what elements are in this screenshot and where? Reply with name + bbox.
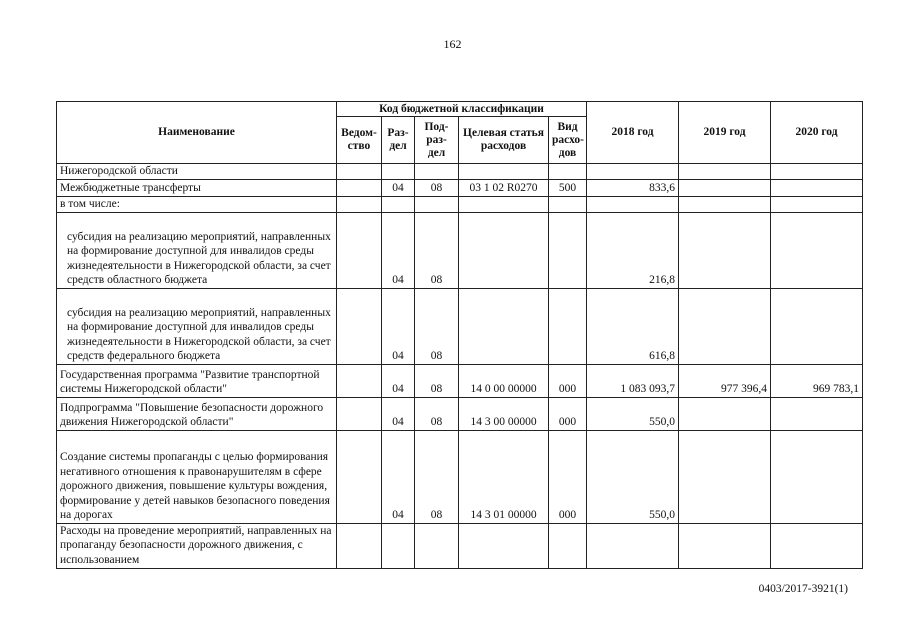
cell-2019 [679, 523, 771, 568]
cell-podrazdel: 08 [415, 430, 459, 523]
cell-2019: 977 396,4 [679, 364, 771, 397]
header-2020: 2020 год [771, 102, 863, 164]
cell-ved [337, 164, 382, 180]
cell-razdel [382, 196, 415, 212]
cell-2018: 216,8 [587, 212, 679, 288]
row-name: в том числе: [57, 196, 337, 212]
header-vedomstvo: Ведом-ство [337, 117, 382, 164]
cell-2019 [679, 288, 771, 364]
row-name: Подпрограмма "Повышение безопасности дорожного движения Нижегородской области" [57, 397, 337, 430]
cell-podrazdel [415, 196, 459, 212]
cell-ved [337, 288, 382, 364]
cell-2019 [679, 430, 771, 523]
document-code: 0403/2017-3921(1) [758, 583, 848, 595]
cell-vid: 000 [549, 397, 587, 430]
cell-ved [337, 179, 382, 196]
row-name: Расходы на проведение мероприятий, направленных на пропаганду безопасности дорожного движения, с использованием [57, 523, 337, 568]
cell-vid: 000 [549, 364, 587, 397]
cell-ved [337, 212, 382, 288]
cell-podrazdel: 08 [415, 288, 459, 364]
budget-table [56, 101, 863, 569]
header-2019: 2019 год [679, 102, 771, 164]
cell-razdel: 04 [382, 179, 415, 196]
cell-2020 [771, 164, 863, 180]
cell-ved [337, 364, 382, 397]
cell-podrazdel: 08 [415, 397, 459, 430]
cell-2018 [587, 164, 679, 180]
cell-ved [337, 397, 382, 430]
cell-2018 [587, 196, 679, 212]
cell-2019 [679, 212, 771, 288]
cell-podrazdel: 08 [415, 364, 459, 397]
table-row [57, 430, 863, 523]
table-row [57, 196, 863, 212]
cell-2018: 833,6 [587, 179, 679, 196]
page-number: 162 [443, 37, 462, 51]
cell-2020 [771, 397, 863, 430]
cell-razdel: 04 [382, 397, 415, 430]
cell-2019 [679, 179, 771, 196]
cell-2020 [771, 196, 863, 212]
cell-vid: 000 [549, 430, 587, 523]
cell-ved [337, 196, 382, 212]
cell-2018: 550,0 [587, 397, 679, 430]
cell-razdel: 04 [382, 288, 415, 364]
cell-vid [549, 164, 587, 180]
table-row [57, 523, 863, 568]
cell-target: 03 1 02 R0270 [459, 179, 549, 196]
header-razdel: Раз-дел [382, 117, 415, 164]
table-row [57, 364, 863, 397]
cell-razdel: 04 [382, 212, 415, 288]
cell-razdel: 04 [382, 430, 415, 523]
cell-vid [549, 523, 587, 568]
row-name: Создание системы пропаганды с целью формирования негативного отношения к правонарушителям в сфере дорожного движения, повышение культуры вождения, формирование у детей навыков безопасного поведения на дорогах [57, 430, 337, 523]
row-name: субсидия на реализацию мероприятий, направленных на формирование доступной для инвалидов среды жизнедеятельности в Нижегородской области, за счет средств федерального бюджета [57, 288, 337, 364]
cell-podrazdel [415, 523, 459, 568]
header-2018: 2018 год [587, 102, 679, 164]
cell-2018: 616,8 [587, 288, 679, 364]
cell-target [459, 196, 549, 212]
cell-2020 [771, 523, 863, 568]
cell-2019 [679, 196, 771, 212]
cell-ved [337, 430, 382, 523]
cell-vid: 500 [549, 179, 587, 196]
cell-razdel [382, 164, 415, 180]
cell-target [459, 164, 549, 180]
cell-2018: 550,0 [587, 430, 679, 523]
cell-2019 [679, 397, 771, 430]
row-name: субсидия на реализацию мероприятий, направленных на формирование доступной для инвалидов среды жизнедеятельности в Нижегородской области, за счет средств областного бюджета [57, 212, 337, 288]
table-row [57, 288, 863, 364]
cell-target [459, 288, 549, 364]
cell-vid [549, 212, 587, 288]
table-row [57, 179, 863, 196]
cell-razdel [382, 523, 415, 568]
cell-2018: 1 083 093,7 [587, 364, 679, 397]
cell-vid [549, 196, 587, 212]
cell-2020 [771, 288, 863, 364]
table-row [57, 397, 863, 430]
cell-2020: 969 783,1 [771, 364, 863, 397]
cell-target: 14 3 00 00000 [459, 397, 549, 430]
cell-2020 [771, 179, 863, 196]
cell-target [459, 523, 549, 568]
cell-2018 [587, 523, 679, 568]
header-vid-rashodov: Вид расхо-дов [549, 117, 587, 164]
cell-2020 [771, 430, 863, 523]
cell-2020 [771, 212, 863, 288]
header-name: Наименование [57, 102, 337, 164]
cell-2019 [679, 164, 771, 180]
table-row [57, 164, 863, 180]
row-name: Нижегородской области [57, 164, 337, 180]
cell-target [459, 212, 549, 288]
table-row [57, 212, 863, 288]
cell-target: 14 0 00 00000 [459, 364, 549, 397]
header-budget-classification-code: Код бюджетной классификации [337, 102, 587, 117]
cell-ved [337, 523, 382, 568]
cell-vid [549, 288, 587, 364]
cell-podrazdel: 08 [415, 179, 459, 196]
cell-podrazdel [415, 164, 459, 180]
header-podrazdel: Под-раз-дел [415, 117, 459, 164]
header-celevaya-statya: Целевая статья расходов [459, 117, 549, 164]
row-name: Государственная программа "Развитие транспортной системы Нижегородской области" [57, 364, 337, 397]
cell-razdel: 04 [382, 364, 415, 397]
row-name: Межбюджетные трансферты [57, 179, 337, 196]
cell-podrazdel: 08 [415, 212, 459, 288]
cell-target: 14 3 01 00000 [459, 430, 549, 523]
